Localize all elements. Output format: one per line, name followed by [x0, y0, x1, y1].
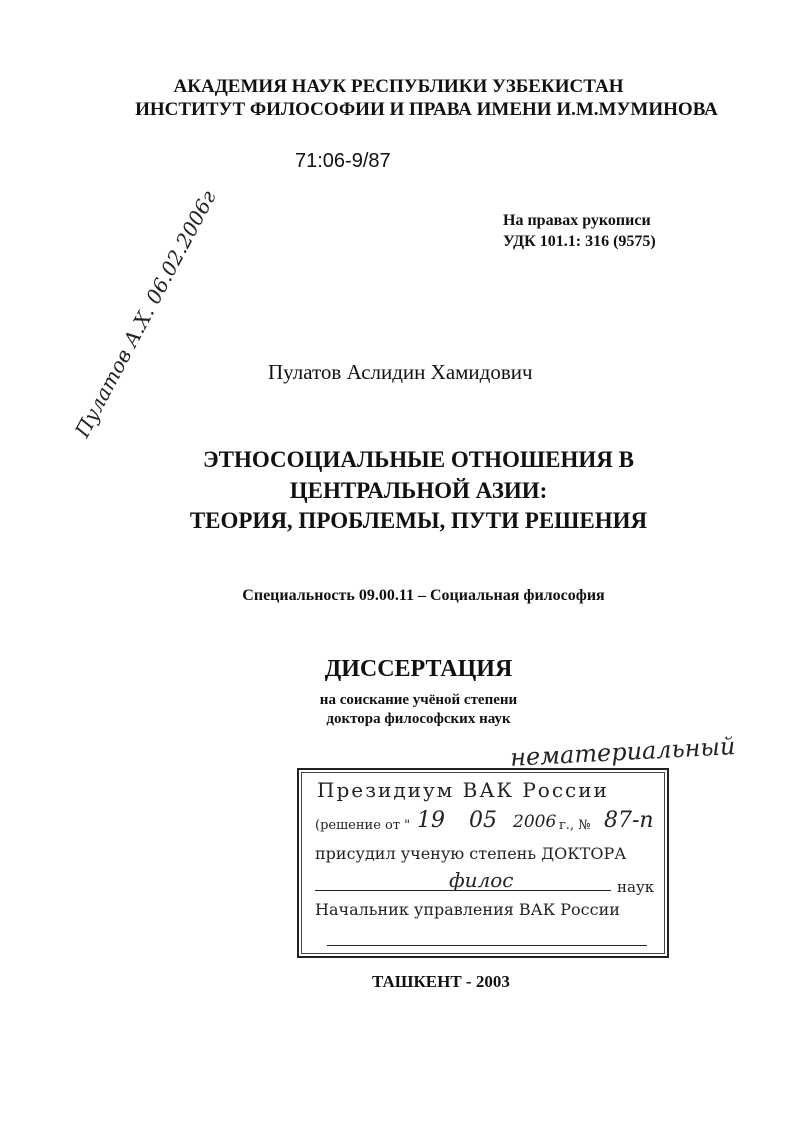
decision-month: 05: [469, 808, 497, 833]
degree-line-2: доктора философских наук: [326, 711, 511, 727]
decision-day: 19: [417, 808, 445, 833]
handwritten-annotation: нематериальный: [509, 732, 737, 772]
margin-signature: Пулатов А.Х. 06.02.2006г: [70, 186, 221, 442]
decision-number: 87-п: [604, 808, 654, 833]
dissertation-heading: ДИССЕРТАЦИЯ: [324, 656, 513, 682]
chief-label: Начальник управления ВАК России: [315, 900, 620, 919]
stamp-title: Президиум ВАК России: [317, 778, 609, 802]
vak-stamp: [297, 768, 669, 958]
rights-note: На правах рукописи: [503, 212, 651, 229]
sciences-label: наук: [617, 878, 655, 896]
author-name: Пулатов Аслидин Хамидович: [268, 360, 533, 384]
title-line-1: ЭТНОСОЦИАЛЬНЫЕ ОТНОШЕНИЯ В: [203, 447, 634, 472]
header-institute: ИНСТИТУТ ФИЛОСОФИИ И ПРАВА ИМЕНИ И.М.МУМИНОВА: [135, 99, 718, 120]
title-line-3: ТЕОРИЯ, ПРОБЛЕМЫ, ПУТИ РЕШЕНИЯ: [189, 508, 648, 533]
decision-year: 2006: [513, 812, 557, 832]
awarded-degree: присудил ученую степень ДОКТОРА: [315, 844, 627, 863]
decision-label: (решение от ": [315, 818, 411, 833]
header-academy: АКАДЕМИЯ НАУК РЕСПУБЛИКИ УЗБЕКИСТАН: [173, 76, 624, 97]
number-label: г., №: [559, 818, 591, 833]
specialty: Специальность 09.00.11 – Социальная философия: [242, 587, 605, 604]
udc-code: УДК 101.1: 316 (9575): [503, 233, 656, 250]
city-year: ТАШКЕНТ - 2003: [372, 972, 510, 991]
title-line-2: ЦЕНТРАЛЬНОЙ АЗИИ:: [289, 478, 548, 503]
degree-line-1: на соискание учёной степени: [319, 692, 518, 708]
catalog-number: 71:06-9/87: [295, 150, 391, 172]
field-handwritten: филос: [449, 868, 514, 892]
